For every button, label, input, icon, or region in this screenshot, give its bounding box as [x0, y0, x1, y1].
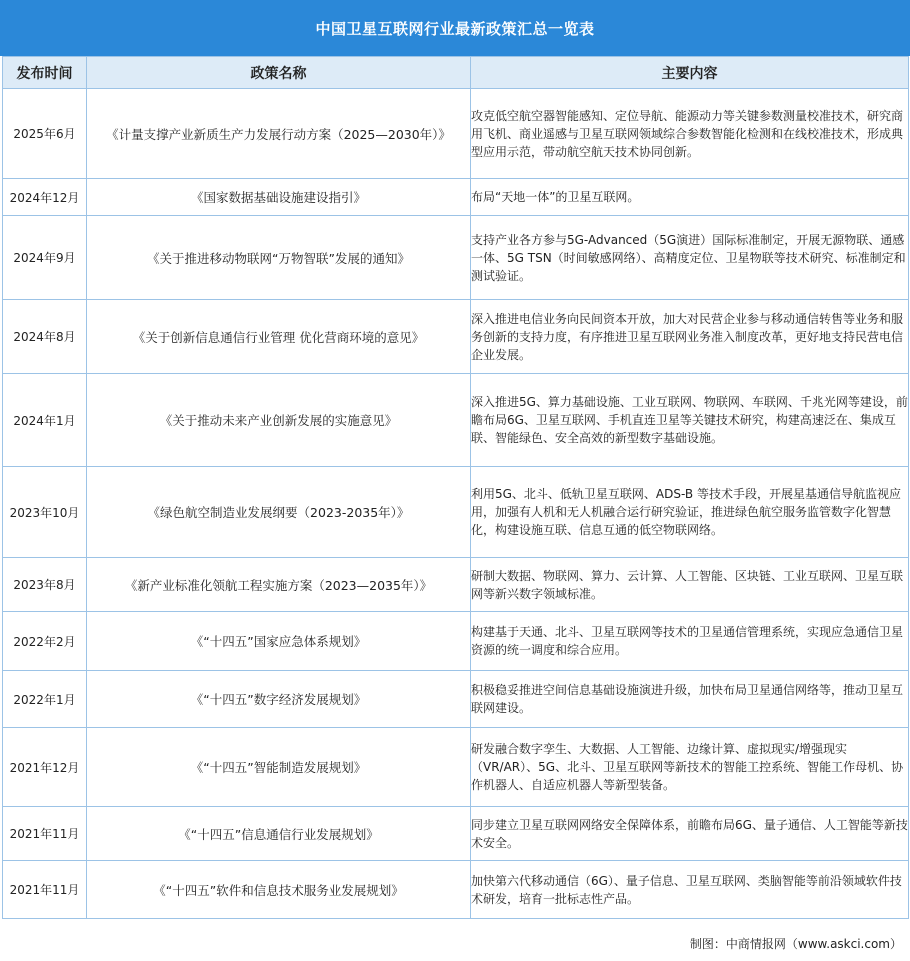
row-policy-name: 《“十四五”国家应急体系规划》 — [87, 612, 471, 671]
row-policy-name: 《绿色航空制造业发展纲要（2023-2035年）》 — [87, 467, 471, 558]
table-row — [3, 374, 909, 467]
row-policy-name: 《计量支撑产业新质生产力发展行动方案（2025—2030年）》 — [87, 89, 471, 179]
row-content: 攻克低空航空器智能感知、定位导航、能源动力等关键参数测量校准技术，研究商用飞机、商业遥感与卫星互联网领域综合参数智能化检测和在线校准技术，形成典型应用示范，带动航空航天技术协同创新。 — [471, 89, 909, 179]
row-content: 构建基于天通、北斗、卫星互联网等技术的卫星通信管理系统，实现应急通信卫星资源的统一调度和综合应用。 — [471, 612, 909, 671]
row-policy-name: 《关于创新信息通信行业管理 优化营商环境的意见》 — [87, 300, 471, 374]
row-date: 2024年12月 — [3, 179, 87, 216]
policy-table — [2, 56, 909, 919]
table-row — [3, 216, 909, 300]
row-content: 研制大数据、物联网、算力、云计算、人工智能、区块链、工业互联网、卫星互联网等新兴数字领域标准。 — [471, 558, 909, 612]
row-policy-name: 《关于推动未来产业创新发展的实施意见》 — [87, 374, 471, 467]
row-content: 同步建立卫星互联网网络安全保障体系，前瞻布局6G、量子通信、人工智能等新技术安全。 — [471, 807, 909, 861]
row-policy-name: 《“十四五”软件和信息技术服务业发展规划》 — [87, 861, 471, 919]
table-row — [3, 558, 909, 612]
row-policy-name: 《新产业标准化领航工程实施方案（2023—2035年）》 — [87, 558, 471, 612]
row-date: 2021年12月 — [3, 728, 87, 807]
source-credit: 制图：中商情报网（www.askci.com） — [689, 937, 902, 951]
row-content: 研发融合数字孪生、大数据、人工智能、边缘计算、虚拟现实/增强现实（VR/AR）、5G、北斗、卫星互联网等新技术的智能工控系统、智能工作母机、协作机器人、自适应机器人等新型装备。 — [471, 728, 909, 807]
row-date: 2021年11月 — [3, 861, 87, 919]
row-policy-name: 《“十四五”信息通信行业发展规划》 — [87, 807, 471, 861]
table-row — [3, 807, 909, 861]
table-row — [3, 467, 909, 558]
table-title: 中国卫星互联网行业最新政策汇总一览表 — [0, 0, 910, 56]
row-date: 2023年8月 — [3, 558, 87, 612]
table-row — [3, 671, 909, 728]
table-row — [3, 89, 909, 179]
header-date: 发布时间 — [3, 57, 87, 89]
header-content: 主要内容 — [471, 57, 909, 89]
row-date: 2024年1月 — [3, 374, 87, 467]
row-date: 2023年10月 — [3, 467, 87, 558]
row-content: 利用5G、北斗、低轨卫星互联网、ADS-B 等技术手段，开展星基通信导航监视应用，加强有人机和无人机融合运行研究验证，推进绿色航空服务监管数字化智慧化，构建设施互联、信息互通的低空物联网络。 — [471, 467, 909, 558]
header-name: 政策名称 — [87, 57, 471, 89]
row-date: 2024年8月 — [3, 300, 87, 374]
row-policy-name: 《“十四五”智能制造发展规划》 — [87, 728, 471, 807]
row-content: 加快第六代移动通信（6G）、量子信息、卫星互联网、类脑智能等前沿领域软件技术研发，培育一批标志性产品。 — [471, 861, 909, 919]
row-date: 2022年1月 — [3, 671, 87, 728]
row-content: 布局“天地一体”的卫星互联网。 — [471, 179, 909, 216]
table-row — [3, 179, 909, 216]
table-row — [3, 612, 909, 671]
row-date: 2022年2月 — [3, 612, 87, 671]
row-date: 2025年6月 — [3, 89, 87, 179]
row-content: 积极稳妥推进空间信息基础设施演进升级，加快布局卫星通信网络等，推动卫星互联网建设。 — [471, 671, 909, 728]
row-content: 支持产业各方参与5G-Advanced（5G演进）国际标准制定，开展无源物联、通感一体、5G TSN（时间敏感网络）、高精度定位、卫星物联等技术研究、标准制定和测试验证。 — [471, 216, 909, 300]
table-row — [3, 728, 909, 807]
row-policy-name: 《国家数据基础设施建设指引》 — [87, 179, 471, 216]
table-row — [3, 300, 909, 374]
row-date: 2024年9月 — [3, 216, 87, 300]
table-row — [3, 861, 909, 919]
header-row — [3, 57, 909, 89]
row-policy-name: 《“十四五”数字经济发展规划》 — [87, 671, 471, 728]
row-content: 深入推进电信业务向民间资本开放，加大对民营企业参与移动通信转售等业务和服务创新的支持力度，有序推进卫星互联网业务准入制度改革，更好地支持民营电信企业发展。 — [471, 300, 909, 374]
row-content: 深入推进5G、算力基础设施、工业互联网、物联网、车联网、千兆光网等建设，前瞻布局6G、卫星互联网、手机直连卫星等关键技术研究，构建高速泛在、集成互联、智能绿色、安全高效的新型数字基础设施。 — [471, 374, 909, 467]
row-date: 2021年11月 — [3, 807, 87, 861]
row-policy-name: 《关于推进移动物联网“万物智联”发展的通知》 — [87, 216, 471, 300]
